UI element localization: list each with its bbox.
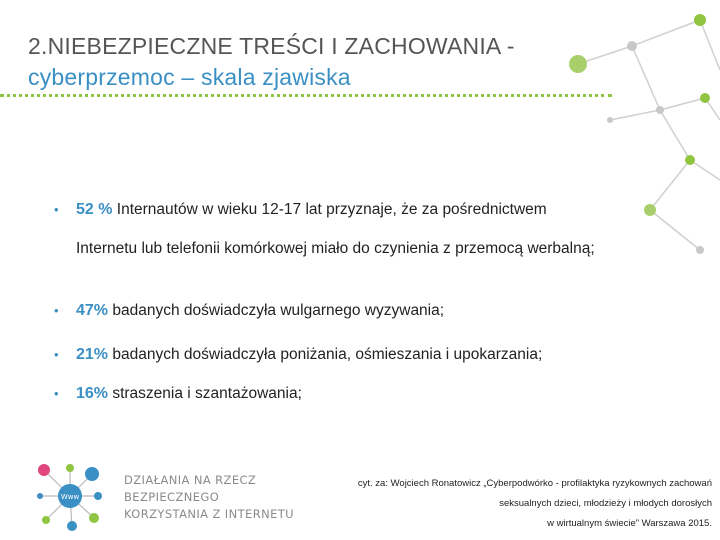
bullet-dot-icon: • (54, 347, 59, 362)
logo-badge-text: Www (60, 493, 80, 501)
bullet-text: badanych doświadczyła poniżania, ośmieszania i upokarzania; (108, 346, 543, 363)
logo-text-line-1: DZIAŁANIA NA RZECZ BEZPIECZNEGO (124, 473, 257, 504)
network-node (700, 93, 710, 103)
bullet-item (52, 341, 542, 369)
title-divider (0, 94, 612, 97)
bullet-dot-icon: • (54, 202, 59, 217)
citation-line-2: seksualnych dzieci, młodzieży i młodych dorosłych (499, 498, 712, 509)
bullet-percentage: 47% (76, 302, 109, 319)
bullet-dot-icon: • (54, 386, 59, 401)
network-node (696, 246, 704, 254)
bullet-item (52, 380, 302, 408)
citation (332, 474, 712, 534)
network-node (685, 155, 695, 165)
logo-network-icon (32, 458, 122, 534)
logo-text-line-2: KORZYSTANIA Z INTERNETU (124, 507, 294, 521)
slide-title (28, 30, 648, 92)
bullet-dot-icon: • (54, 303, 59, 318)
network-node (644, 204, 656, 216)
network-node (607, 117, 613, 123)
logo-text (124, 472, 314, 523)
bullet-item (52, 297, 444, 325)
citation-line-1: cyt. za: Wojciech Ronatowicz „Cyberpodwórko - profilaktyka ryzykownych zachowań (357, 478, 712, 489)
network-node (694, 14, 706, 26)
bullet-percentage: 52 % (76, 201, 113, 218)
citation-line-3: w wirtualnym świecie” Warszawa 2015. (547, 518, 712, 529)
bullet-percentage: 16% (76, 385, 109, 402)
bullet-percentage: 21% (76, 346, 109, 363)
network-node (656, 106, 664, 114)
bullet-text: straszenia i szantażowania; (108, 385, 302, 402)
bullet-text: Internautów w wieku 12-17 lat przyznaje, że za pośrednictwem (112, 201, 547, 218)
bullet-text-continued: Internetu lub telefonii komórkowej miało do czynienia z przemocą werbalną; (76, 240, 595, 257)
title-line-1: 2.NIEBEZPIECZNE TREŚCI I ZACHOWANIA - (28, 33, 515, 59)
bullet-item (52, 196, 595, 263)
bullet-text: badanych doświadczyła wulgarnego wyzywania; (108, 302, 445, 319)
program-logo (32, 458, 302, 534)
title-line-2: cyberprzemoc – skala zjawiska (28, 64, 351, 90)
